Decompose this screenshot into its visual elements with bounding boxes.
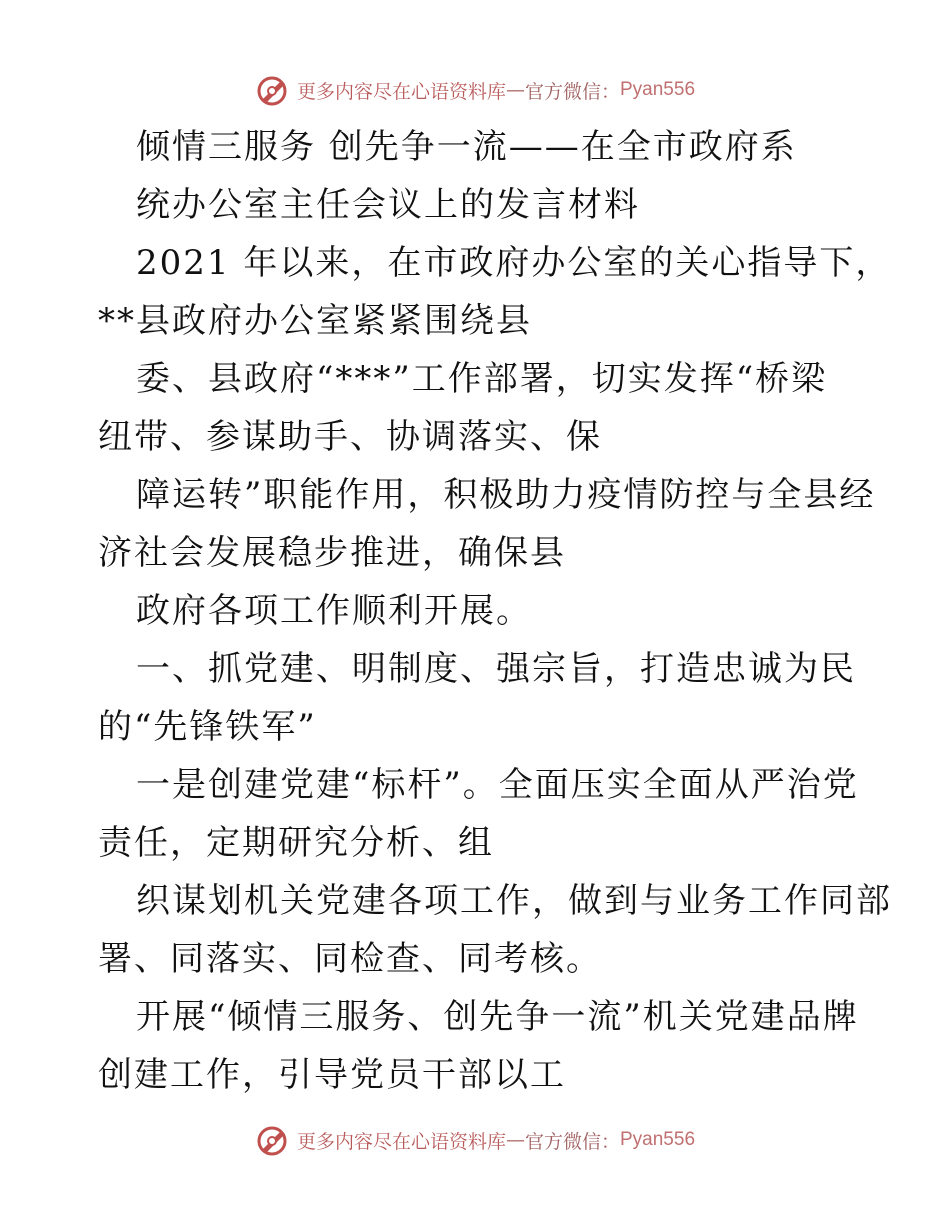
watermark-wechat-id: Pyan556 [620,79,696,100]
doc-line: 委、县政府“***”工作部署，切实发挥“桥梁 [136,359,828,399]
doc-line: 创建工作，引导党员干部以工 [98,1055,566,1095]
watermark-separator: — [505,1129,525,1151]
doc-line: 的“先锋铁军” [98,707,317,747]
doc-line: 障运转”职能作用，积极助力疫情防控与全县经 [136,475,876,515]
watermark-wechat-id: Pyan556 [620,1129,696,1150]
doc-line: **县政府办公室紧紧围绕县 [98,301,532,341]
doc-line: 开展“倾情三服务、创先争一流”机关党建品牌 [136,997,859,1037]
doc-line: 倾情三服务 创先争一流——在全市政府系 [136,127,797,167]
doc-line: 济社会发展稳步推进，确保县 [98,533,566,573]
doc-line: 署、同落实、同检查、同考核。 [98,939,602,979]
document-body [0,118,950,1104]
watermark-official: 官方微信： [524,80,620,103]
watermark-separator: — [505,79,525,101]
footer-watermark [0,1120,950,1160]
watermark-brand: 更多内容尽在心语资料库 [296,1130,506,1153]
doc-line: 一是创建党建“标杆”。全面压实全面从严治党 [136,765,859,805]
watermark-official: 官方微信： [524,1130,620,1153]
watermark-brand: 更多内容尽在心语资料库 [296,80,506,103]
pen-logo-icon [255,1123,291,1157]
pen-logo-icon [255,73,291,107]
doc-line: 政府各项工作顺利开展。 [136,591,532,631]
doc-line: 2021 年以来，在市政府办公室的关心指导下， [136,243,892,283]
doc-line: 纽带、参谋助手、协调落实、保 [98,417,602,457]
doc-line: 责任，定期研究分析、组 [98,823,494,863]
doc-line: 统办公室主任会议上的发言材料 [136,185,640,225]
header-watermark [0,70,950,110]
doc-line: 一、抓党建、明制度、强宗旨，打造忠诚为民 [136,649,856,689]
doc-line: 织谋划机关党建各项工作，做到与业务工作同部 [136,881,892,921]
